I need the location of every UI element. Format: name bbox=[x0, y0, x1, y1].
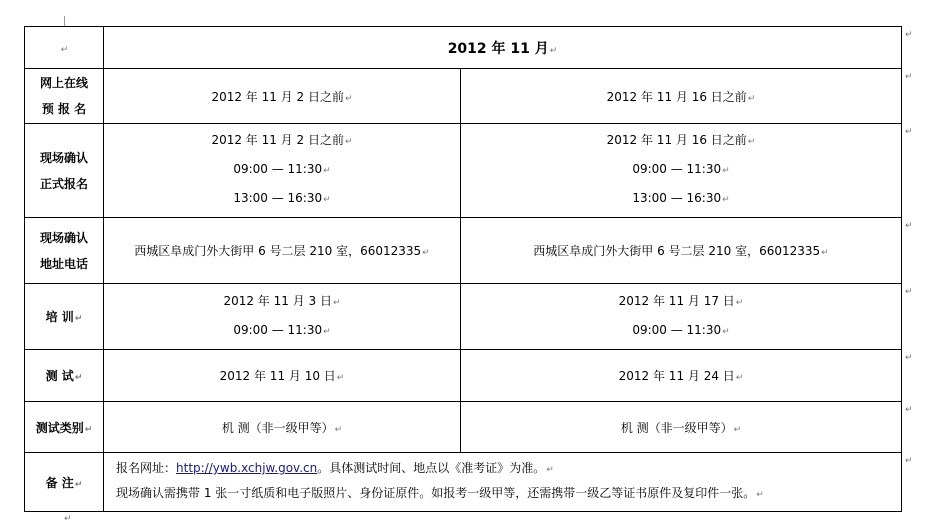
document-end-mark: ↵ bbox=[64, 514, 72, 524]
table-row-training bbox=[25, 284, 902, 350]
training-col1 bbox=[104, 284, 461, 350]
cell-text: 2012 年 11 月 16 日之前 bbox=[606, 133, 747, 147]
training-col2 bbox=[461, 284, 902, 350]
row-end-mark: ↵ bbox=[905, 127, 913, 137]
paragraph-mark: ↵ bbox=[733, 424, 742, 435]
row-label-online-pre bbox=[25, 69, 104, 124]
paragraph-mark: ↵ bbox=[74, 373, 83, 383]
cell-text: 09:00 — 11:30 bbox=[233, 162, 323, 176]
paragraph-mark: ↵ bbox=[84, 424, 93, 435]
row-label: 备 注 bbox=[45, 475, 74, 490]
table-row-address bbox=[25, 218, 902, 284]
row-label-line: 网上在线 bbox=[39, 76, 88, 90]
address-col1 bbox=[104, 218, 461, 284]
paragraph-mark: ↵ bbox=[323, 195, 331, 205]
cell-text: 2012 年 11 月 24 日 bbox=[618, 369, 735, 383]
paragraph-mark: ↵ bbox=[422, 248, 430, 258]
row-label-line: 现场确认 bbox=[39, 230, 88, 245]
row-label-line: 地址电话 bbox=[39, 256, 88, 271]
paragraph-mark: ↵ bbox=[344, 137, 353, 147]
row-label: 测 试 bbox=[45, 369, 74, 383]
row-label-training bbox=[25, 284, 104, 350]
table-row-online-pre bbox=[25, 69, 902, 124]
row-label-line: 现场确认 bbox=[39, 150, 88, 165]
row-label-test bbox=[25, 350, 104, 402]
row-label: 测试类别 bbox=[35, 420, 84, 435]
paragraph-mark: ↵ bbox=[722, 195, 730, 205]
online-pre-col1 bbox=[104, 69, 461, 124]
remarks-prefix: 报名网址： bbox=[116, 461, 177, 475]
row-label-line: 正式报名 bbox=[39, 176, 88, 191]
row-end-mark: ↵ bbox=[905, 30, 913, 40]
row-label-remarks bbox=[25, 453, 104, 512]
paragraph-mark: ↵ bbox=[756, 490, 764, 500]
test-type-col2 bbox=[461, 402, 902, 453]
paragraph-mark: ↵ bbox=[323, 326, 331, 337]
address-col2 bbox=[461, 218, 902, 284]
row-end-mark: ↵ bbox=[905, 72, 913, 82]
paragraph-mark: ↵ bbox=[323, 166, 331, 176]
paragraph-mark: ↵ bbox=[722, 166, 730, 176]
onsite-confirm-col2 bbox=[461, 124, 902, 218]
cell-text: 09:00 — 11:30 bbox=[632, 322, 722, 337]
table-row-test-type bbox=[25, 402, 902, 453]
corner-cell bbox=[25, 27, 104, 69]
schedule-table bbox=[24, 26, 902, 512]
cell-text: 2012 年 11 月 2 日之前 bbox=[211, 89, 344, 104]
paragraph-mark: ↵ bbox=[74, 479, 83, 490]
test-type-col1 bbox=[104, 402, 461, 453]
row-label-onsite-confirm bbox=[25, 124, 104, 218]
row-end-mark: ↵ bbox=[905, 456, 913, 466]
cell-text: 2012 年 11 月 2 日之前 bbox=[211, 133, 344, 147]
online-pre-col2 bbox=[461, 69, 902, 124]
paragraph-mark: ↵ bbox=[336, 373, 345, 383]
cell-text: 13:00 — 16:30 bbox=[233, 191, 323, 205]
remarks-suffix: 。具体测试时间、地点以《准考证》为准。 bbox=[317, 461, 546, 475]
onsite-confirm-col1 bbox=[104, 124, 461, 218]
row-end-mark: ↵ bbox=[905, 405, 913, 415]
paragraph-mark: ↵ bbox=[747, 137, 756, 147]
table-row-header bbox=[25, 27, 902, 69]
registration-link[interactable]: http://ywb.xchjw.gov.cn bbox=[176, 461, 318, 475]
paragraph-mark: ↵ bbox=[334, 424, 343, 435]
cell-text: 机 测（非一级甲等） bbox=[620, 420, 733, 435]
row-label-address bbox=[25, 218, 104, 284]
paragraph-mark: ↵ bbox=[722, 326, 730, 337]
cell-text: 2012 年 11 月 3 日 bbox=[223, 293, 332, 308]
paragraph-mark: ↵ bbox=[735, 297, 744, 308]
month-title-cell bbox=[104, 27, 902, 69]
cell-text: 2012 年 11 月 16 日之前 bbox=[606, 89, 747, 104]
table-row-test bbox=[25, 350, 902, 402]
paragraph-mark: ↵ bbox=[747, 93, 756, 104]
paragraph-mark: ↵ bbox=[549, 45, 558, 56]
cell-text: 西城区阜成门外大街甲 6 号二层 210 室，66012335 bbox=[134, 244, 422, 258]
row-end-mark: ↵ bbox=[905, 221, 913, 231]
paragraph-mark: ↵ bbox=[60, 44, 69, 55]
cell-text: 09:00 — 11:30 bbox=[233, 322, 323, 337]
month-title: 2012 年 11 月 bbox=[447, 40, 549, 57]
row-label-test-type bbox=[25, 402, 104, 453]
remarks-line-1 bbox=[116, 457, 901, 482]
cell-text: 2012 年 11 月 17 日 bbox=[618, 293, 735, 308]
remarks-text: 现场确认需携带 1 张一寸纸质和电子版照片、身份证原件。如报考一级甲等，还需携带一级乙等证书原件及复印件一张。 bbox=[116, 486, 756, 500]
cell-text: 09:00 — 11:30 bbox=[632, 162, 722, 176]
paragraph-mark: ↵ bbox=[546, 465, 554, 475]
test-col2 bbox=[461, 350, 902, 402]
table-row-remarks bbox=[25, 453, 902, 512]
test-col1 bbox=[104, 350, 461, 402]
remarks-cell bbox=[104, 453, 902, 512]
paragraph-mark: ↵ bbox=[344, 93, 353, 104]
paragraph-mark: ↵ bbox=[821, 248, 829, 258]
remarks-line-2 bbox=[116, 482, 901, 507]
table-row-onsite-confirm bbox=[25, 124, 902, 218]
row-end-mark: ↵ bbox=[905, 353, 913, 363]
cell-text: 2012 年 11 月 10 日 bbox=[219, 369, 336, 383]
paragraph-mark: ↵ bbox=[74, 314, 83, 324]
row-end-mark: ↵ bbox=[905, 287, 913, 297]
paragraph-mark: ↵ bbox=[735, 373, 744, 383]
row-label-line: 预 报 名 bbox=[41, 102, 87, 116]
paragraph-mark: ↵ bbox=[332, 297, 341, 308]
cell-text: 西城区阜成门外大街甲 6 号二层 210 室，66012335 bbox=[533, 244, 821, 258]
row-label: 培 训 bbox=[45, 310, 74, 324]
cell-text: 13:00 — 16:30 bbox=[632, 191, 722, 205]
cell-text: 机 测（非一级甲等） bbox=[221, 420, 334, 435]
